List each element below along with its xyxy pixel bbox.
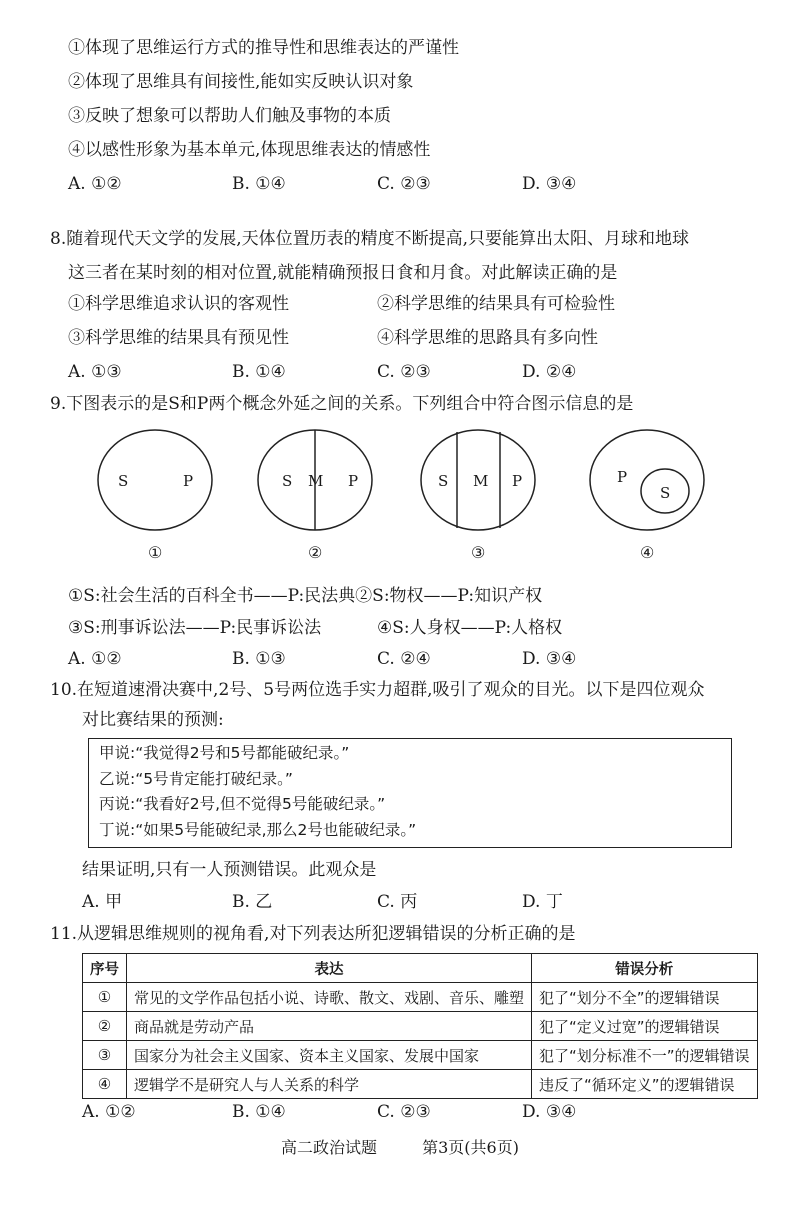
diagram-2-caption: ② [308,543,323,562]
q10-option-a: A. 甲 [82,892,123,912]
q9-option-a: A. ①② [68,649,122,669]
q11-option-a: A. ①② [82,1102,136,1122]
q8-stem-line2: 这三者在某时刻的相对位置,就能精确预报日食和月食。对此解读正确的是 [68,263,618,283]
q10-quote-bing: 丙说:“我看好2号,但不觉得5号能破纪录。” [99,795,386,813]
q9-option-b: B. ①③ [232,649,286,669]
diagram-1-circle [98,430,212,530]
q9-stem-text: 下图表示的是S和P两个概念外延之间的关系。下列组合中符合图示信息的是 [66,394,634,414]
q9-statements-line2b: ④S:人身权——P:人格权 [377,618,563,638]
row-index: ③ [83,1041,127,1070]
diagram-3-label-m: M [473,472,489,490]
q10-option-b: B. 乙 [232,892,273,912]
q9-venn-diagrams [60,420,760,570]
diagram-3 [421,430,535,562]
q8-statement-4: ④科学思维的思路具有多向性 [377,328,598,348]
row-expression: 商品就是劳动产品 [127,1012,532,1041]
row-analysis: 犯了“划分不全”的逻辑错误 [532,983,758,1012]
table-header-row [83,954,758,983]
q7-statement-2: ②体现了思维具有间接性,能如实反映认识对象 [68,72,414,92]
diagram-4-caption: ④ [640,543,655,562]
q11-error-table [82,953,758,1099]
q10-quote-ding: 丁说:“如果5号能破纪录,那么2号也能破纪录。” [99,820,417,839]
diagram-1-caption: ① [148,543,163,562]
diagram-3-label-s: S [438,472,449,490]
row-expression: 常见的文学作品包括小说、诗歌、散文、戏剧、音乐、雕塑 [127,983,532,1012]
diagram-2-label-m: M [308,472,324,490]
q10-stem-line1 [50,678,705,702]
q11-option-b: B. ①④ [232,1102,286,1122]
q7-option-a: A. ①② [68,174,122,194]
q10-quote-yi: 乙说:“5号肯定能打破纪录。” [99,769,293,788]
q9-option-c: C. ②④ [377,649,431,669]
table-row [83,1012,758,1041]
diagram-3-label-p: P [512,472,523,490]
q11-option-c: C. ②③ [377,1102,431,1122]
diagram-4-label-s: S [660,484,671,502]
q7-statement-3: ③反映了想象可以帮助人们触及事物的本质 [68,106,391,126]
row-index: ① [83,983,127,1012]
header-expression: 表达 [127,954,532,983]
q7-option-b: B. ①④ [232,174,286,194]
diagram-1-label-s: S [118,472,129,490]
diagram-4-label-p: P [617,468,628,486]
q8-statement-2: ②科学思维的结果具有可检验性 [377,294,615,314]
q11-number: 11. [50,924,78,944]
q7-statement-4: ④以感性形象为基本单元,体现思维表达的情感性 [68,140,431,160]
q10-stem-line2: 对比赛结果的预测: [82,710,224,730]
q8-stem-line1 [50,227,689,251]
row-index: ④ [83,1070,127,1099]
page-footer [0,1135,800,1158]
q10-number: 10. [50,680,78,700]
row-expression: 国家分为社会主义国家、资本主义国家、发展中国家 [127,1041,532,1070]
q10-option-c: C. 丙 [377,892,418,912]
q8-option-b: B. ①④ [232,362,286,382]
q8-option-a: A. ①③ [68,362,122,382]
footer-subject: 高二政治试题 [281,1138,378,1157]
diagram-1-label-p: P [183,472,194,490]
q10-quote-box [88,738,732,848]
diagram-3-caption: ③ [471,543,486,562]
q9-option-d: D. ③④ [522,649,577,669]
q8-statement-1: ①科学思维追求认识的客观性 [68,294,289,314]
header-index: 序号 [83,954,127,983]
row-expression: 逻辑学不是研究人与人关系的科学 [127,1070,532,1099]
q7-option-d: D. ③④ [522,174,577,194]
q11-stem-text: 从逻辑思维规则的视角看,对下列表达所犯逻辑错误的分析正确的是 [77,924,576,944]
diagram-4-outer-circle [590,430,704,530]
table-row [83,983,758,1012]
q11-stem [50,922,575,946]
q8-stem-text: 随着现代天文学的发展,天体位置历表的精度不断提高,只要能算出太阳、月球和地球 [66,229,690,249]
diagram-1 [98,430,212,562]
q7-option-c: C. ②③ [377,174,431,194]
q10-stem-text: 在短道速滑决赛中,2号、5号两位选手实力超群,吸引了观众的目光。以下是四位观众 [77,680,705,700]
q8-number: 8. [50,229,67,249]
row-analysis: 犯了“划分标准不一”的逻辑错误 [532,1041,758,1070]
diagram-2-label-p: P [348,472,359,490]
q10-quote-jia: 甲说:“我觉得2号和5号都能破纪录。” [99,744,350,762]
q8-option-d: D. ②④ [522,362,577,382]
diagram-4 [590,430,704,562]
q10-option-d: D. 丁 [522,892,563,912]
row-analysis: 犯了“定义过宽”的逻辑错误 [532,1012,758,1041]
q8-option-c: C. ②③ [377,362,431,382]
row-analysis: 违反了“循环定义”的逻辑错误 [532,1070,758,1099]
row-index: ② [83,1012,127,1041]
diagram-2 [258,430,372,562]
footer-page-number: 第3页(共6页) [422,1138,519,1157]
table-row [83,1041,758,1070]
diagram-2-label-s: S [282,472,293,490]
q9-statements-line2a: ③S:刑事诉讼法——P:民事诉讼法 [68,618,322,638]
q9-stem [50,392,633,416]
q9-diagram-svg [60,420,760,570]
q7-statement-1: ①体现了思维运行方式的推导性和思维表达的严谨性 [68,38,459,58]
q10-conclusion: 结果证明,只有一人预测错误。此观众是 [82,860,377,880]
q9-number: 9. [50,394,67,414]
q8-statement-3: ③科学思维的结果具有预见性 [68,328,289,348]
header-analysis: 错误分析 [532,954,758,983]
q9-statements-line1: ①S:社会生活的百科全书——P:民法典②S:物权——P:知识产权 [68,586,543,606]
q11-option-d: D. ③④ [522,1102,577,1122]
table-row [83,1070,758,1099]
